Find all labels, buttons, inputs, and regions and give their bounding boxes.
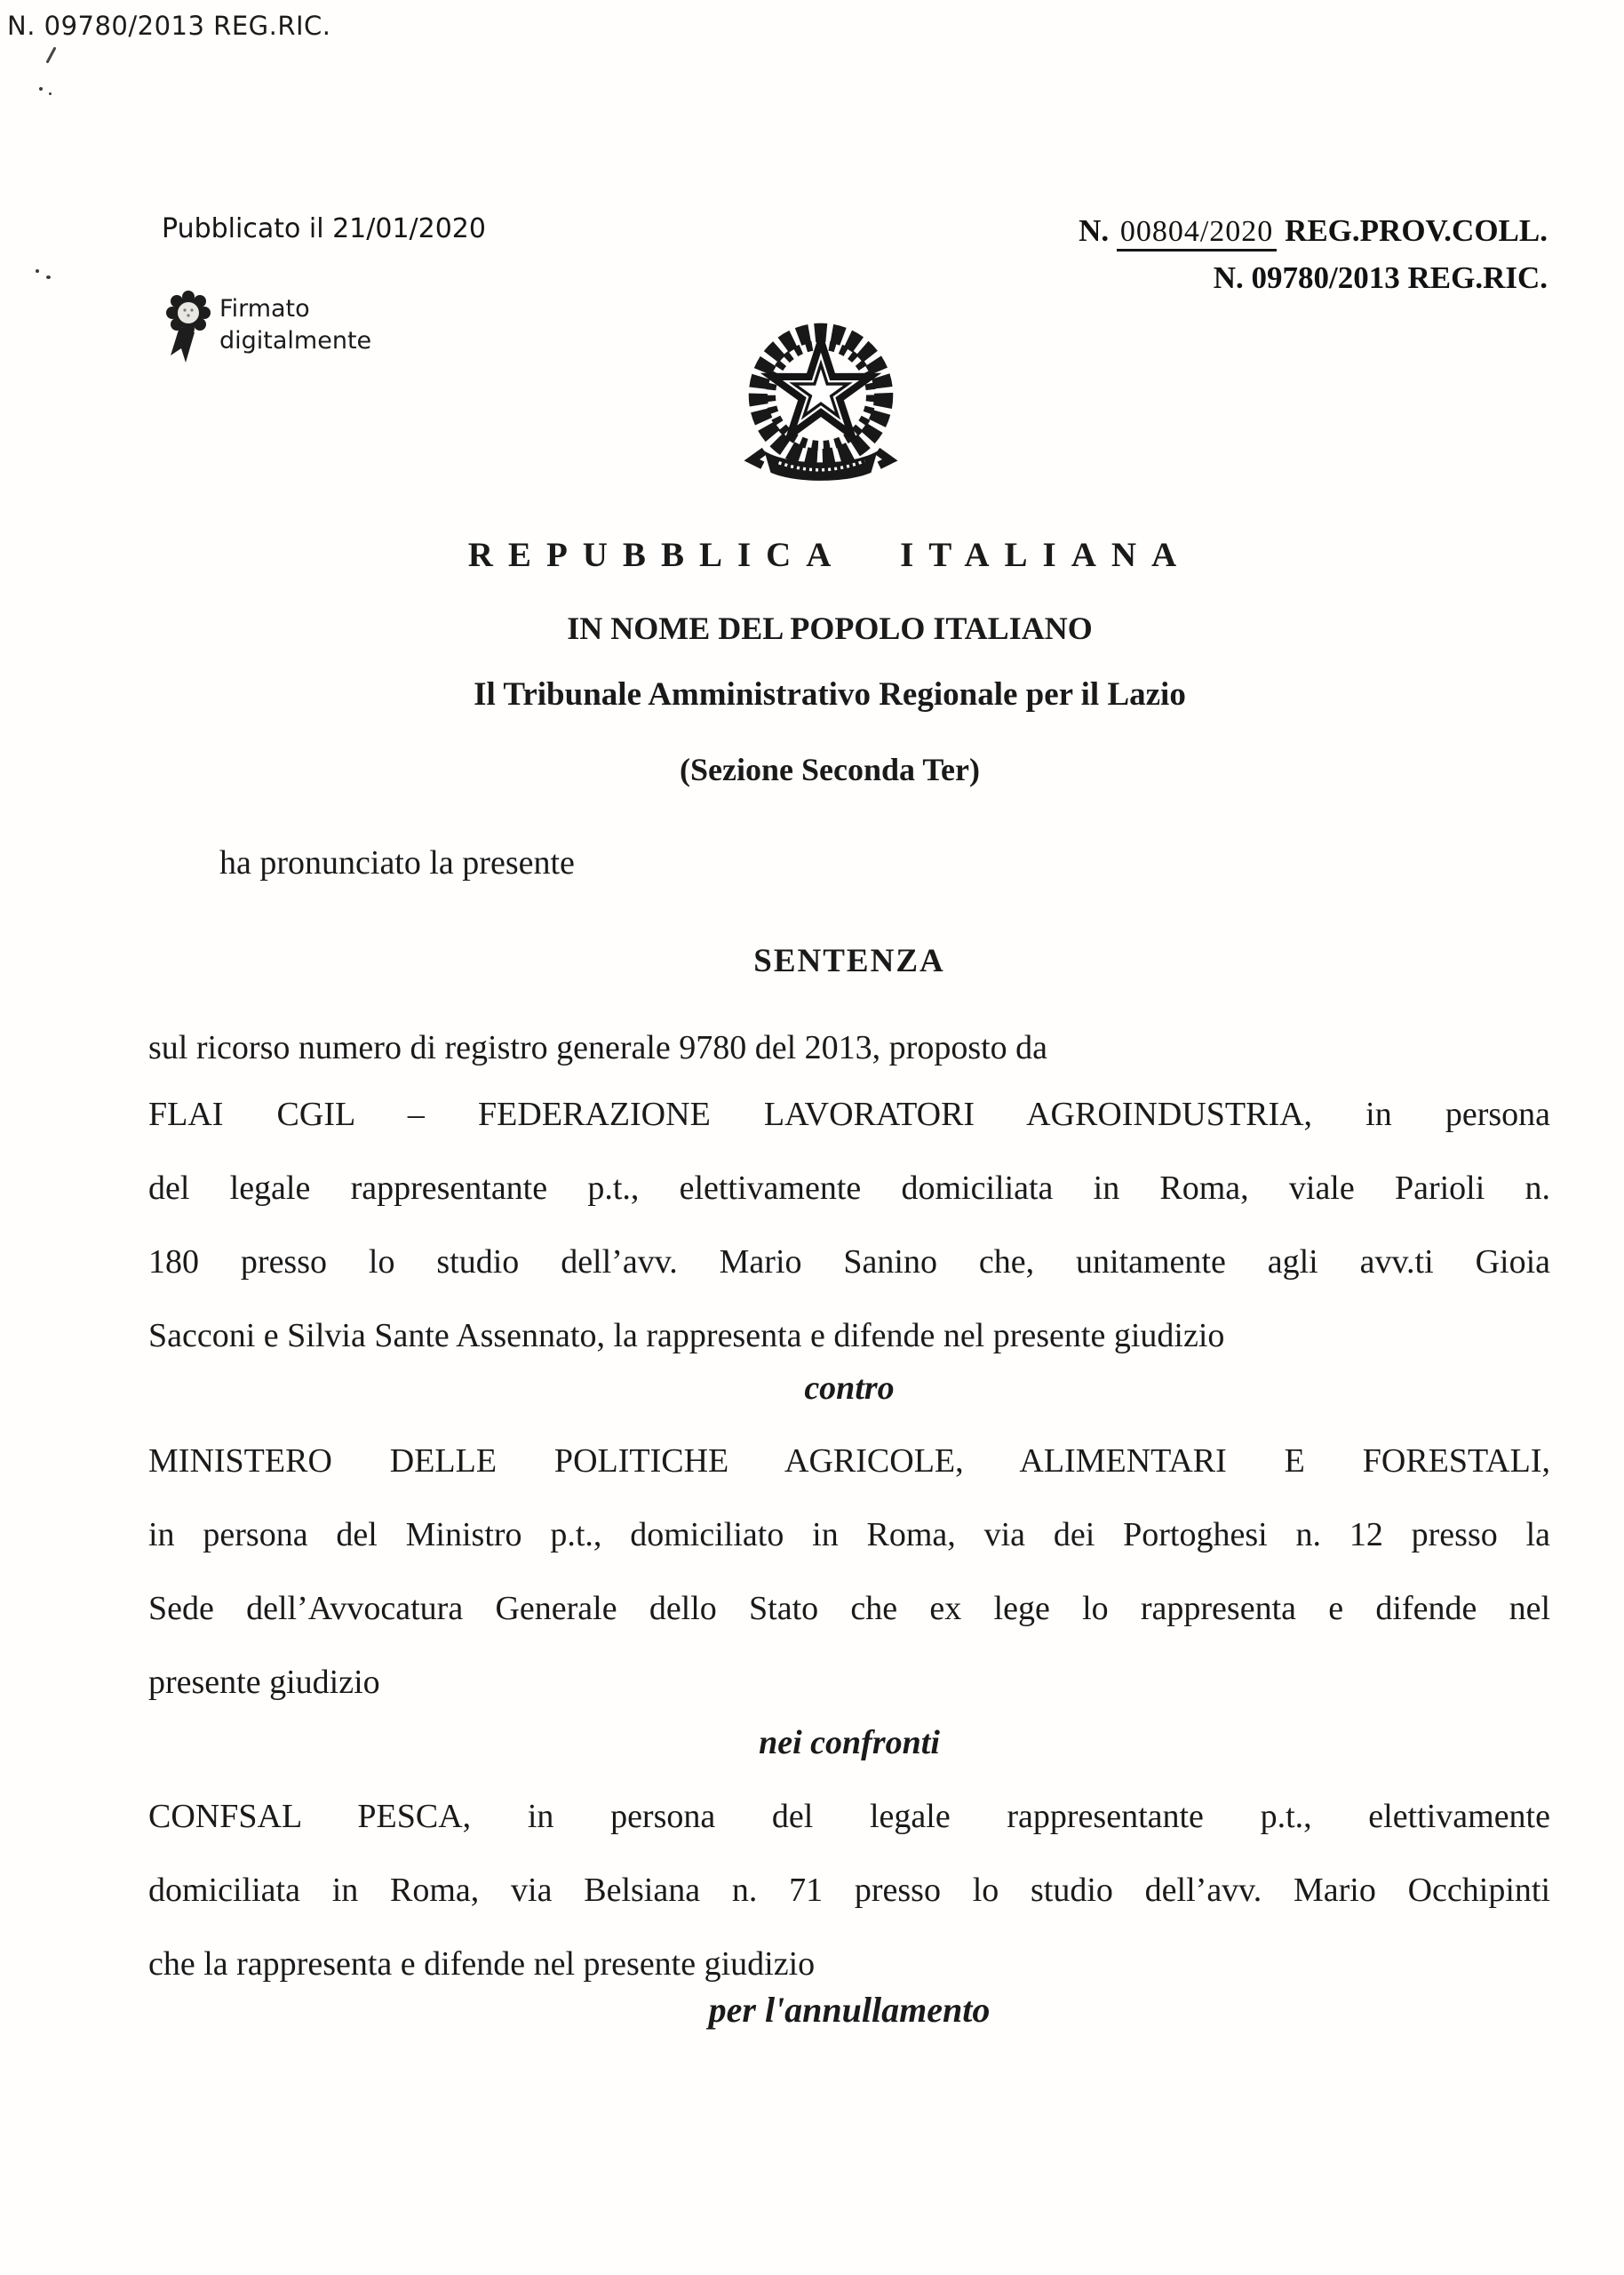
text-line: che la rappresenta e difende nel presente giudizio [148, 1945, 816, 1983]
text-line: domiciliata in Roma, via Belsiana n. 71 presso lo studio dell’avv. Mario Occhipinti [148, 1872, 1550, 1909]
seal-icon [165, 286, 211, 364]
text-line: 180 presso lo studio dell’avv. Mario Sanino che, unitamente agli avv.ti Gioia [148, 1243, 1550, 1281]
digital-signature-text [219, 286, 371, 357]
counterparty-paragraph [148, 1780, 1550, 2001]
publication-date: Pubblicato il 21/01/2020 [162, 213, 486, 244]
text-line: CONFSAL PESCA, in persona del legale rappresentante p.t., elettivamente [148, 1798, 1550, 1835]
scan-artifact [45, 46, 56, 63]
heading-tribunal: Il Tribunale Amministrativo Regionale per il Lazio [474, 676, 1186, 713]
digitalmente-line: digitalmente [219, 327, 372, 355]
reg-prov-suffix: REG.PROV.COLL. [1277, 213, 1548, 248]
corner-registry-ref: N. 09780/2013 REG.RIC. [7, 11, 331, 41]
respondent-paragraph [148, 1425, 1550, 1720]
firmato-line: Firmato [219, 295, 310, 323]
reg-ric-line: N. 09780/2013 REG.RIC. [1213, 260, 1548, 295]
pronounce-line: ha pronunciato la presente [219, 844, 575, 882]
scan-artifact [36, 269, 39, 273]
appellant-paragraph [148, 1078, 1550, 1373]
text-line: Sede dell’Avvocatura Generale dello Stato che ex lege lo rappresenta e difende nel [148, 1590, 1550, 1627]
contro-label: contro [804, 1369, 895, 1407]
scan-artifact [49, 92, 52, 95]
text-line: MINISTERO DELLE POLITICHE AGRICOLE, ALIMENTARI E FORESTALI, [148, 1442, 1550, 1480]
heading-repubblica-italiana: REPUBBLICA ITALIANA [467, 536, 1192, 574]
text-line: in persona del Ministro p.t., domiciliato in Roma, via dei Portoghesi n. 12 presso la [148, 1516, 1550, 1553]
scan-artifact [46, 275, 51, 279]
judgment-type-title: SENTENZA [753, 943, 945, 979]
digital-signature-badge [165, 286, 371, 364]
reg-prov-coll-line [1079, 208, 1548, 255]
heading-in-nome-del-popolo: IN NOME DEL POPOLO ITALIANO [567, 611, 1093, 646]
text-line: presente giudizio [148, 1664, 380, 1701]
scan-artifact [39, 87, 43, 91]
text-line: del legale rappresentante p.t., elettivamente domiciliata in Roma, viale Parioli n. [148, 1169, 1550, 1207]
text-line: FLAI CGIL – FEDERAZIONE LAVORATORI AGROINDUSTRIA, in persona [148, 1096, 1550, 1133]
nei-confronti-label: nei confronti [759, 1724, 940, 1761]
text-line: Sacconi e Silvia Sante Assennato, la rappresenta e difende nel presente giudizio [148, 1317, 1225, 1354]
intro-paragraph: sul ricorso numero di registro generale 9780 del 2013, proposto da [148, 1029, 1048, 1066]
heading-section: (Sezione Seconda Ter) [680, 752, 980, 787]
registry-numbers [1079, 208, 1548, 301]
reg-prov-number: 00804/2020 [1117, 215, 1277, 251]
annullamento-label: per l'annullamento [708, 1990, 991, 2030]
reg-prov-prefix: N. [1079, 213, 1117, 248]
italian-republic-emblem-icon [743, 306, 899, 494]
